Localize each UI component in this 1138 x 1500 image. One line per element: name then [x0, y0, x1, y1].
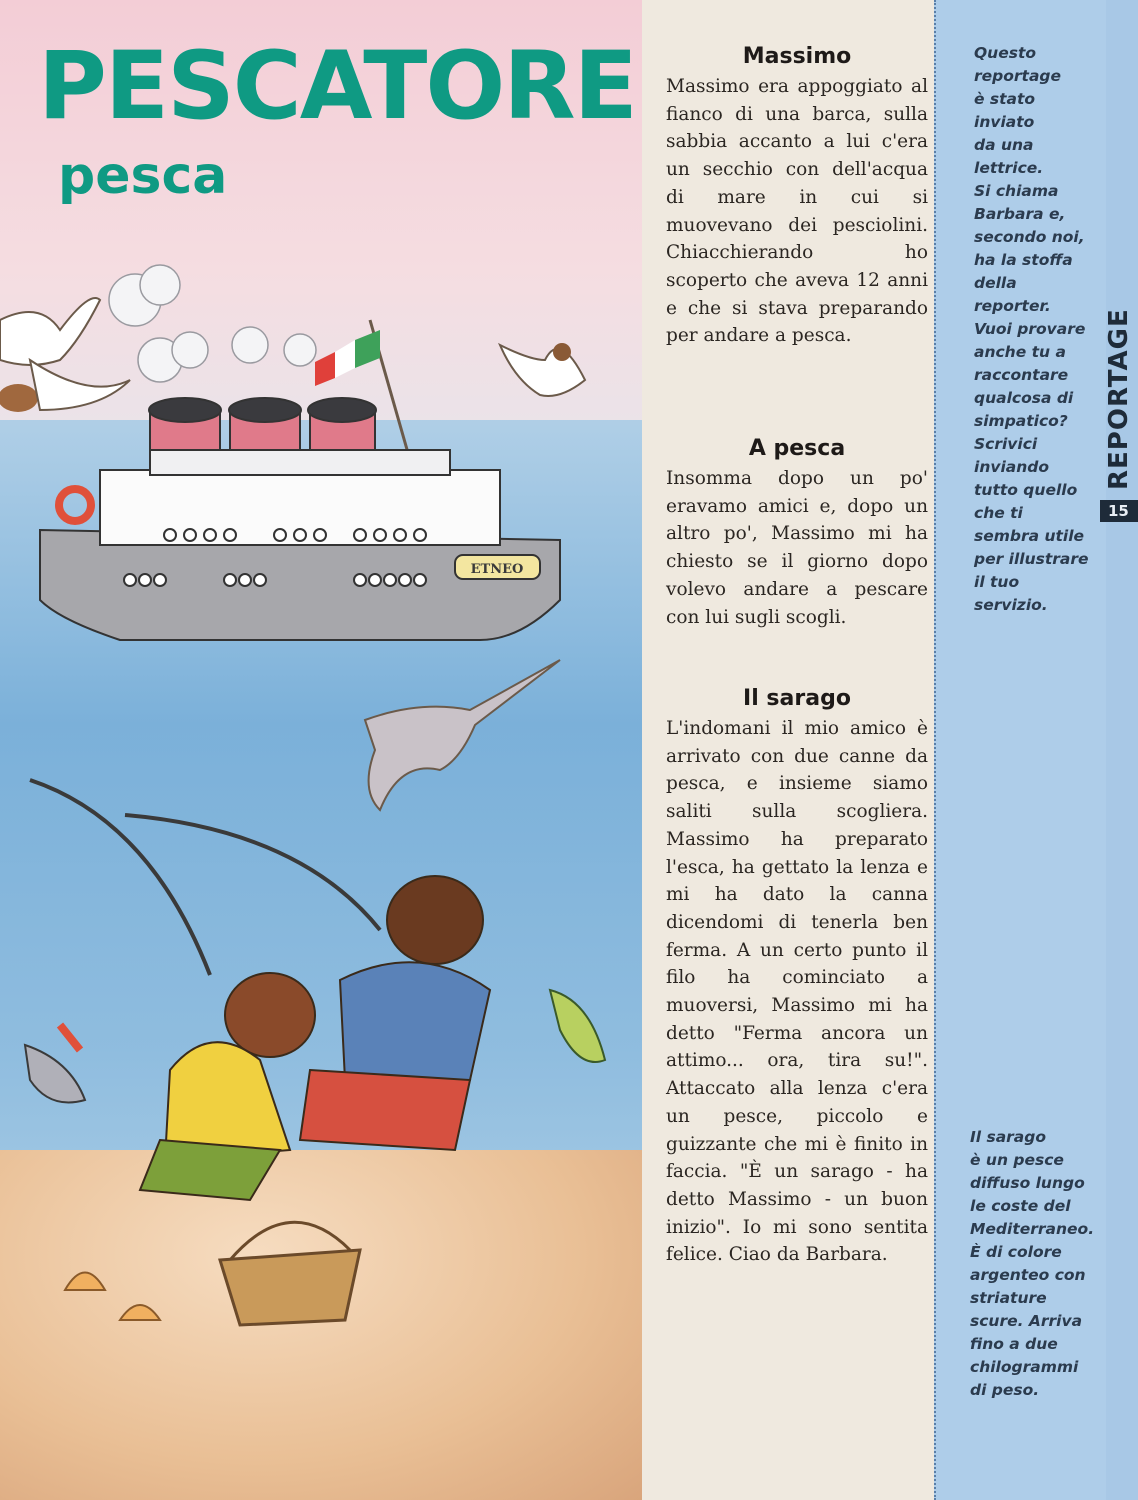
section-body: Massimo era appoggiato al fianco di una barca, sulla sabbia accanto a lui c'era un secchio con dell'acqua di mare in cui si muovevano dei pesciolini. Chiacchierando ho scoperto che aveva 12 anni e che si stava preparando per andare a pesca. [666, 76, 928, 347]
section-heading: Il sarago [743, 686, 851, 711]
section-massimo [666, 44, 928, 350]
ship-name: ETNEO [470, 562, 524, 577]
sidebar-note-bottom: Il sarago è un pesce diffuso lungo le coste del Mediterraneo. È di colore argenteo con striature scure. Arriva fino a due chilogrammi di peso. [970, 1128, 1095, 1399]
page-title: PESCATORE [38, 32, 636, 141]
page-number: 15 [1100, 500, 1138, 522]
section-il-sarago [666, 686, 928, 1269]
section-body: Insomma dopo un po' eravamo amici e, dopo un altro po', Massimo mi ha chiesto se il giorno dopo volevo andare a pescare con lui sugli scogli. [666, 468, 928, 628]
sidebar-note-top: Questo reportage è stato inviato da una lettrice. Si chiama Barbara e, secondo noi, ha la stoffa della reporter. Vuoi provare anche tu a raccontare qualcosa di simpatico? Scrivici inviando tutto quello che ti sembra utile per illustrare il tuo servizio. [974, 44, 1089, 614]
section-heading: Massimo [742, 44, 852, 69]
section-label: REPORTAGE [1104, 308, 1134, 490]
section-a-pesca [666, 436, 928, 631]
page-subtitle: pesca [58, 146, 228, 206]
section-body: L'indomani il mio amico è arrivato con due canne da pesca, e insieme siamo saliti sulla scogliera. Massimo ha preparato l'esca, ha gettato la lenza e mi ha dato la canna dicendomi di tenerla ben ferma. A un certo punto il filo ha cominciato a muoversi, Massimo mi ha detto "Ferma ancora un attimo... ora, tira su!". Attaccato alla lenza c'era un pesce, piccolo e guizzante che mi è finito in faccia. "È un sarago - ha detto Massimo - un buon inizio". Io mi sono sentita felice. Ciao da Barbara. [666, 718, 928, 1266]
section-heading: A pesca [748, 436, 846, 461]
